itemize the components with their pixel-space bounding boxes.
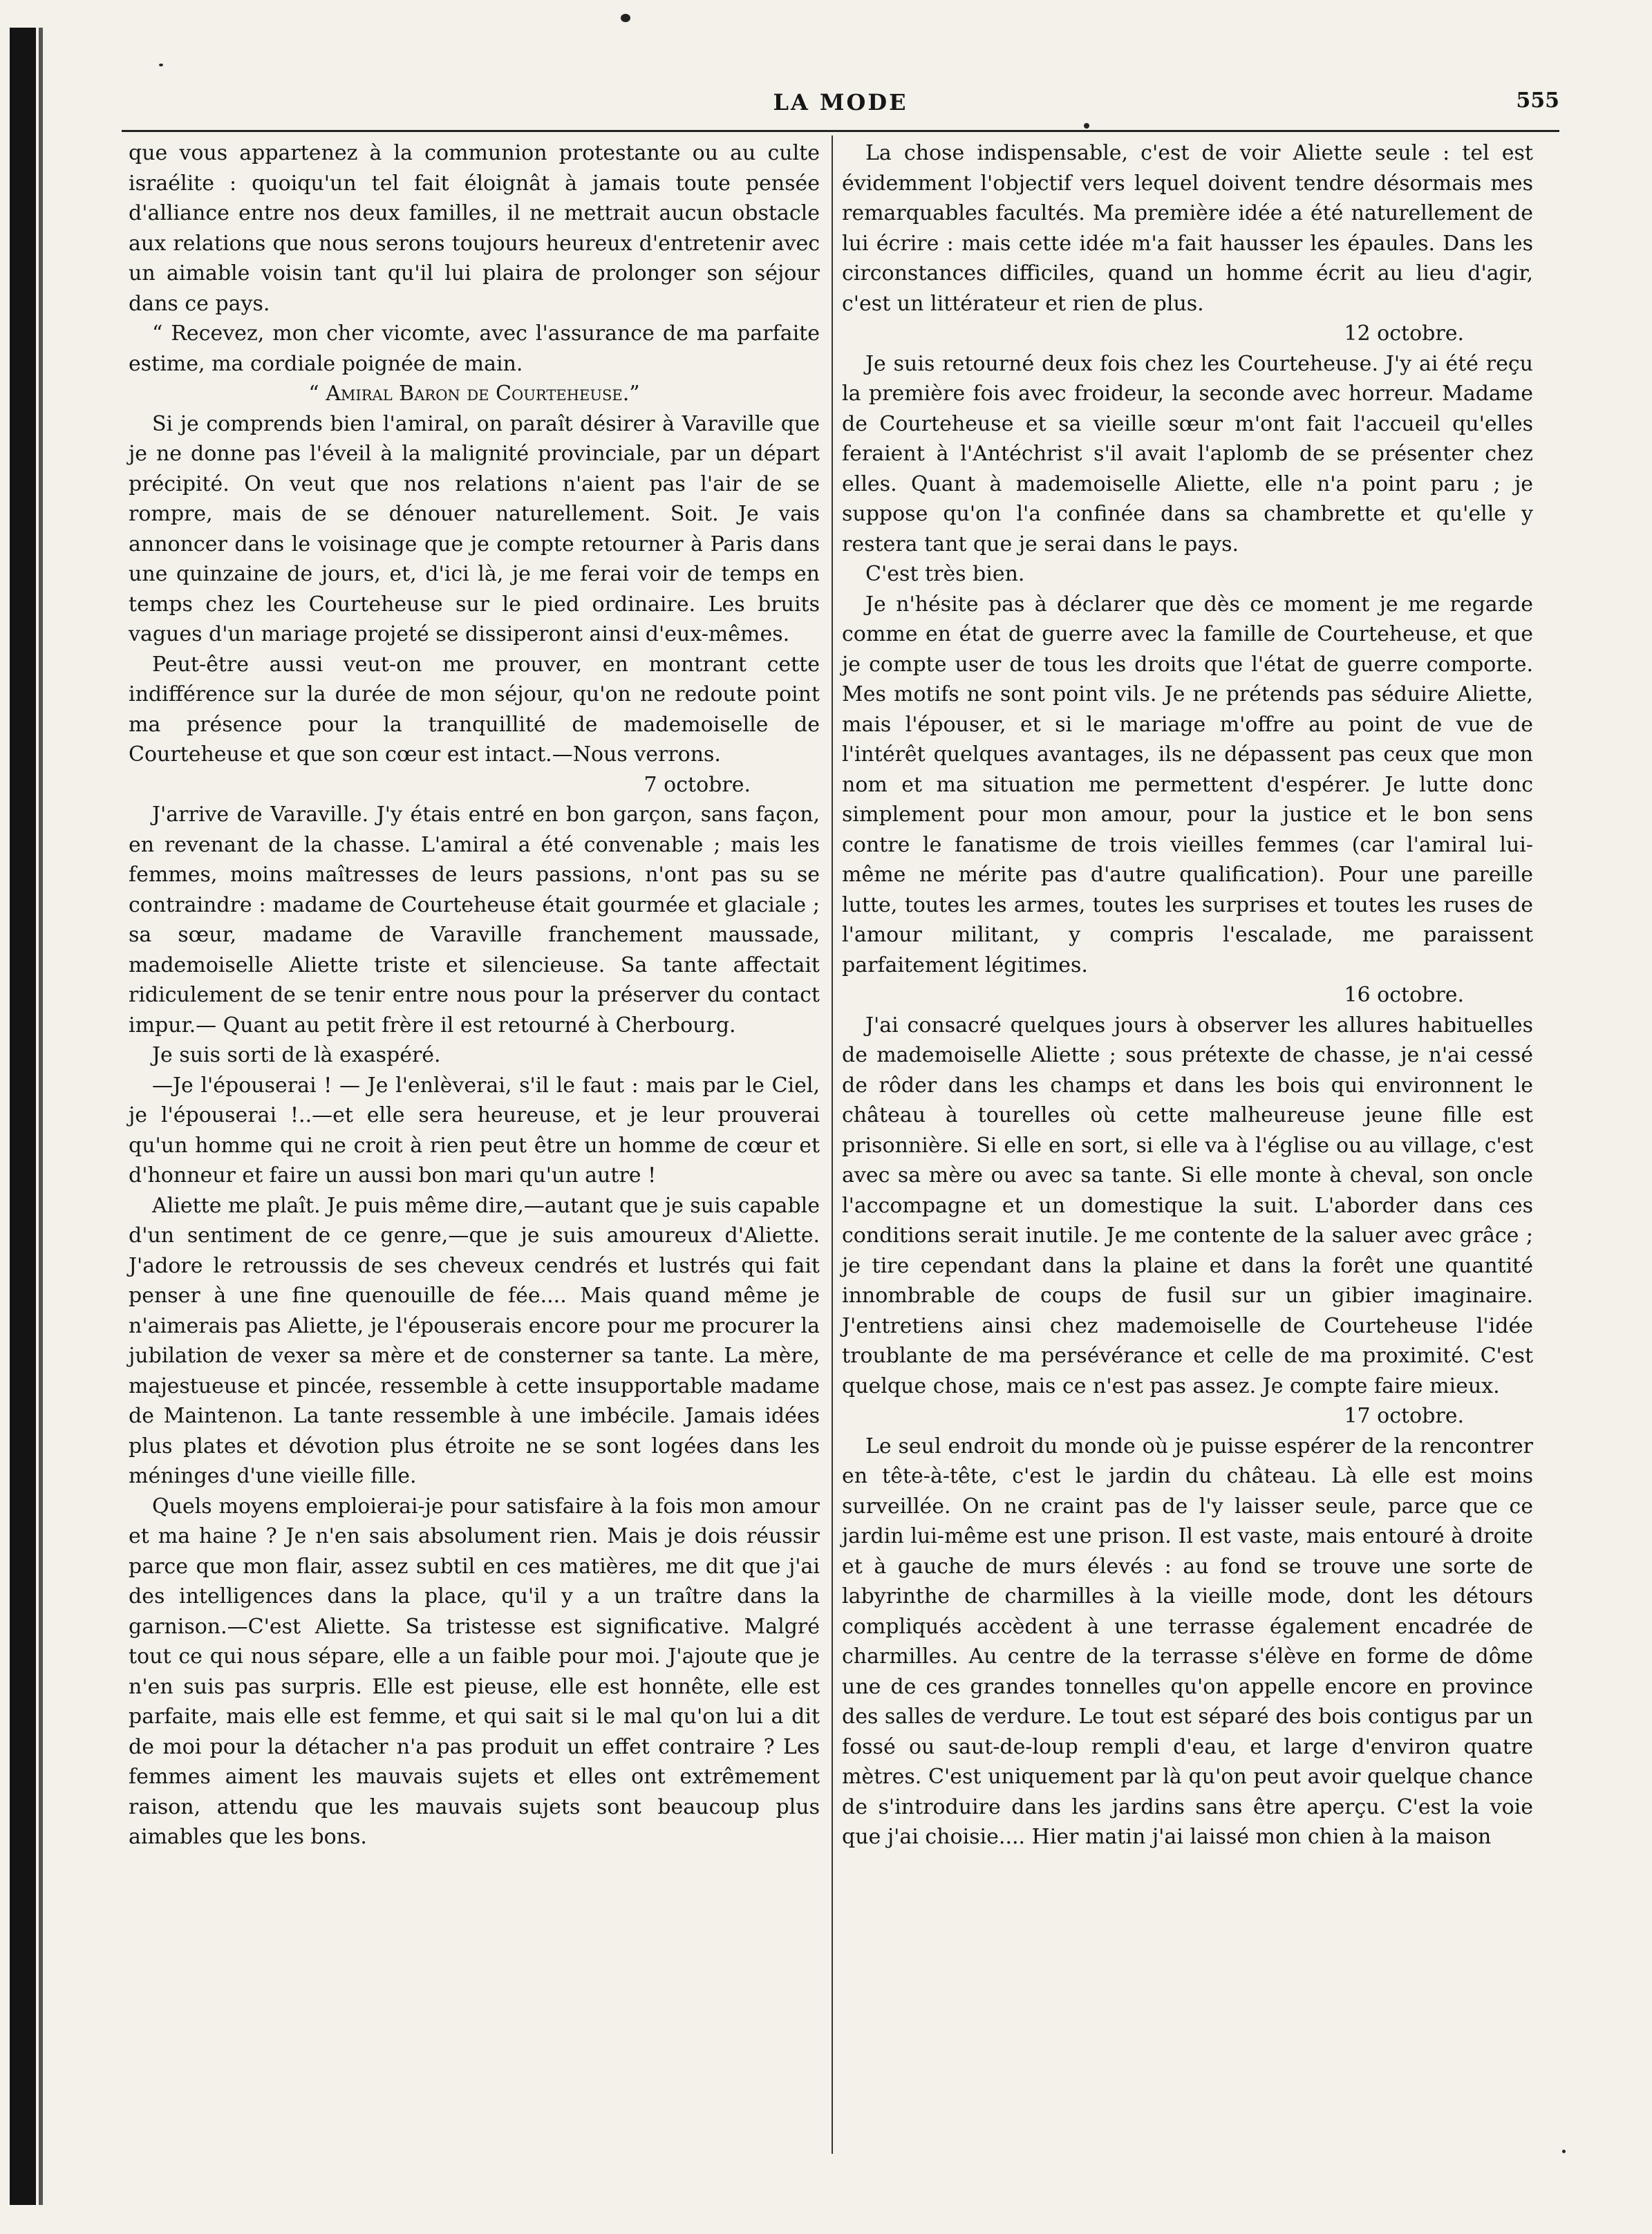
paragraph: C'est très bien. (865, 562, 1025, 586)
paragraph: —Je l'épouserai ! — Je l'enlèverai, s'il le faut : mais par le Ciel, je l'épouserai !..—et elle sera heureuse, et je leur prouverai qu'un homme qui ne croit à rien peut être un homme de cœur et d'honneur et faire un aussi bon mari qu'un autre ! (129, 1073, 820, 1188)
paragraph: J'arrive de Varaville. J'y étais entré en bon garçon, sans façon, en revenant de la chasse. L'amiral a été convenable ; mais les femmes, moins maîtresses de leurs passions, n'ont pas su se contraindre : madame de Courteheuse était gourmée et glaciale ; sa sœur, madame de Varaville franchement maussade, mademoiselle Aliette triste et silencieuse. Sa tante affectait ridiculement de se tenir entre nous pour la préserver du contact impur.— Quant au petit frère il est retourné à Cherbourg. (129, 802, 820, 1038)
paragraph: Peut-être aussi veut-on me prouver, en montrant cette indifférence sur la durée de mon séjour, qu'on ne redoute point ma présence pour la tranquillité de mademoiselle de Courteheuse et que son cœur est intact.—Nous verrons. (129, 652, 820, 767)
paragraph: “ Recevez, mon cher vicomte, avec l'assurance de ma parfaite estime, ma cordiale poignée de main. (129, 321, 820, 376)
paragraph: que vous appartenez à la communion protestante ou au culte israélite : quoiqu'un tel fait éloignât à jamais toute pensée d'alliance entre nos deux familles, il ne mettrait aucun obstacle aux relations que nous serons toujours heureux d'entretenir avec un aimable voisin tant qu'il lui plaira de prolonger son séjour dans ce pays. (129, 141, 820, 316)
diary-date: 7 octobre. (644, 772, 751, 797)
ink-speck (159, 64, 163, 66)
binding-edge-shadow (39, 28, 43, 2205)
paragraph: Si je comprends bien l'amiral, on paraît désirer à Varaville que je ne donne pas l'éveil à la malignité provinciale, par un départ précipité. On veut que nos relations n'aient pas l'air de se rompre, mais de se dénouer naturellement. Soit. Je vais annoncer dans le voisinage que je compte retourner à Paris dans une quinzaine de jours, et, d'ici là, je me ferai voir de temps en temps chez les Courteheuse sur le pied ordinaire. Les bruits vagues d'un mariage projeté se dissiperont ainsi d'eux-mêmes. (129, 411, 820, 646)
paragraph: Quels moyens emploierai-je pour satisfaire à la fois mon amour et ma haine ? Je n'en sais absolument rien. Mais je dois réussir parce que mon flair, assez subtil en ces matières, me dit que j'ai des intelligences dans la place, qu'il y a un traître dans la garnison.—C'est Aliette. Sa tristesse est significative. Malgré tout ce qui nous sépare, elle a un faible pour moi. J'ajoute que je n'en suis pas surpris. Elle est pieuse, elle est honnête, elle est parfaite, mais elle est femme, et qui sait si le mal qu'on lui a dit de moi pour la détacher n'a pas produit un effet contraire ? Les femmes aiment les mauvais sujets et elles ont extrêmement raison, attendu que les mauvais sujets sont beaucoup plus aimables que les bons. (129, 1494, 820, 1849)
header-rule (122, 130, 1559, 132)
ink-speck (1562, 2150, 1566, 2153)
paragraph: J'ai consacré quelques jours à observer les allures habituelles de mademoiselle Aliette ; sous prétexte de chasse, je n'ai cessé de rôder dans les champs et dans les bois qui environnent le château à tourelles où cette malheureuse jeune fille est prisonnière. Si elle en sort, si elle va à l'église ou au village, c'est avec sa mère ou avec sa tante. Si elle monte à cheval, son oncle l'accompagne et un domestique la suit. L'aborder dans ces conditions serait inutile. Je me contente de la saluer avec grâce ; je tire cependant dans la plaine et dans la forêt une quantité innombrable de coups de fusil sur un gibier imaginaire. J'entretiens ainsi chez mademoiselle de Courteheuse l'idée troublante de ma persévérance et celle de ma proximité. C'est quelque chose, mais ce n'est pas assez. Je compte faire mieux. (842, 1013, 1533, 1398)
left-column (129, 138, 820, 1852)
binding-edge (10, 28, 36, 2205)
journal-title: LA MODE (773, 89, 908, 115)
diary-date: 17 octobre. (1344, 1404, 1464, 1428)
right-column (842, 138, 1533, 1852)
paragraph: La chose indispensable, c'est de voir Aliette seule : tel est évidemment l'objectif vers lequel doivent tendre désormais mes remarquables facultés. Ma première idée a été naturellement de lui écrire : mais cette idée m'a fait hausser les épaules. Dans les circonstances difficiles, quand un homme écrit au lieu d'agir, c'est un littérateur et rien de plus. (842, 141, 1533, 316)
paragraph: Le seul endroit du monde où je puisse espérer de la rencontrer en tête-à-tête, c'est le jardin du château. Là elle est moins surveillée. On ne craint pas de l'y laisser seule, parce que ce jardin lui-même est une prison. Il est vaste, mais entouré à droite et à gauche de murs élevés : au fond se trouve une sorte de labyrinthe de charmilles à la vieille mode, dont les détours compliqués accèdent à une terrasse également encadrée de charmilles. Au centre de la terrasse s'élève en forme de dôme une de ces grandes tonnelles qu'on appelle encore en province des salles de verdure. Le tout est séparé des bois contigus par un fossé ou saut-de-loup rempli d'eau, et large d'environ quatre mètres. C'est uniquement par là qu'on peut avoir quelque chance de s'introduire dans les jardins sans être aperçu. C'est la voie que j'ai choisie.... Hier matin j'ai laissé mon chien à la maison (842, 1434, 1533, 1849)
ink-speck (1084, 123, 1089, 129)
letter-signature: “ Amiral Baron de Courteheuse.” (308, 382, 640, 406)
ink-speck (621, 14, 630, 22)
diary-date: 12 octobre. (1344, 321, 1464, 346)
paragraph: Aliette me plaît. Je puis même dire,—autant que je suis capable d'un sentiment de ce genre,—que je suis amoureux d'Aliette. J'adore le retroussis de ses cheveux cendrés et lustrés qui fait penser à une fine quenouille de fée.... Mais quand même je n'aimerais pas Aliette, je l'épouserais encore pour me procurer la jubilation de vexer sa mère et de consterner sa tante. La mère, majestueuse et pincée, ressemble à cette insupportable madame de Maintenon. La tante ressemble à une imbécile. Jamais idées plus plates et dévotion plus étroite ne se sont logées dans les méninges d'une vieille fille. (129, 1193, 820, 1488)
paragraph: Je n'hésite pas à déclarer que dès ce moment je me regarde comme en état de guerre avec la famille de Courteheuse, et que je compte user de tous les droits que l'état de guerre comporte. Mes motifs ne sont point vils. Je ne prétends pas séduire Aliette, mais l'épouser, et si le mariage m'offre au point de vue de l'intérêt quelques avantages, ils ne dépassent pas ceux que mon nom et ma situation me permettent d'espérer. Je lutte donc simplement pour mon amour, pour la justice et le bon sens contre le fanatisme de trois vieilles femmes (car l'amiral lui-même ne mérite pas d'autre qualification). Pour une pareille lutte, toutes les armes, toutes les surprises et toutes les ruses de l'amour militant, y compris l'escalade, me paraissent parfaitement légitimes. (842, 592, 1533, 977)
page-header (122, 82, 1559, 123)
paragraph: Je suis sorti de là exaspéré. (152, 1043, 441, 1067)
page-number: 555 (1516, 88, 1559, 113)
paragraph: Je suis retourné deux fois chez les Courteheuse. J'y ai été reçu la première fois avec froideur, la seconde avec horreur. Madame de Courteheuse et sa vieille sœur m'ont fait l'accueil qu'elles feraient à l'Antéchrist s'il avait l'aplomb de se présenter chez elles. Quant à mademoiselle Aliette, elle n'a point paru ; je suppose qu'on l'a confinée dans sa chambrette et qu'elle y restera tant que je serai dans le pays. (842, 351, 1533, 556)
column-divider (832, 135, 833, 2154)
diary-date: 16 octobre. (1344, 983, 1464, 1007)
